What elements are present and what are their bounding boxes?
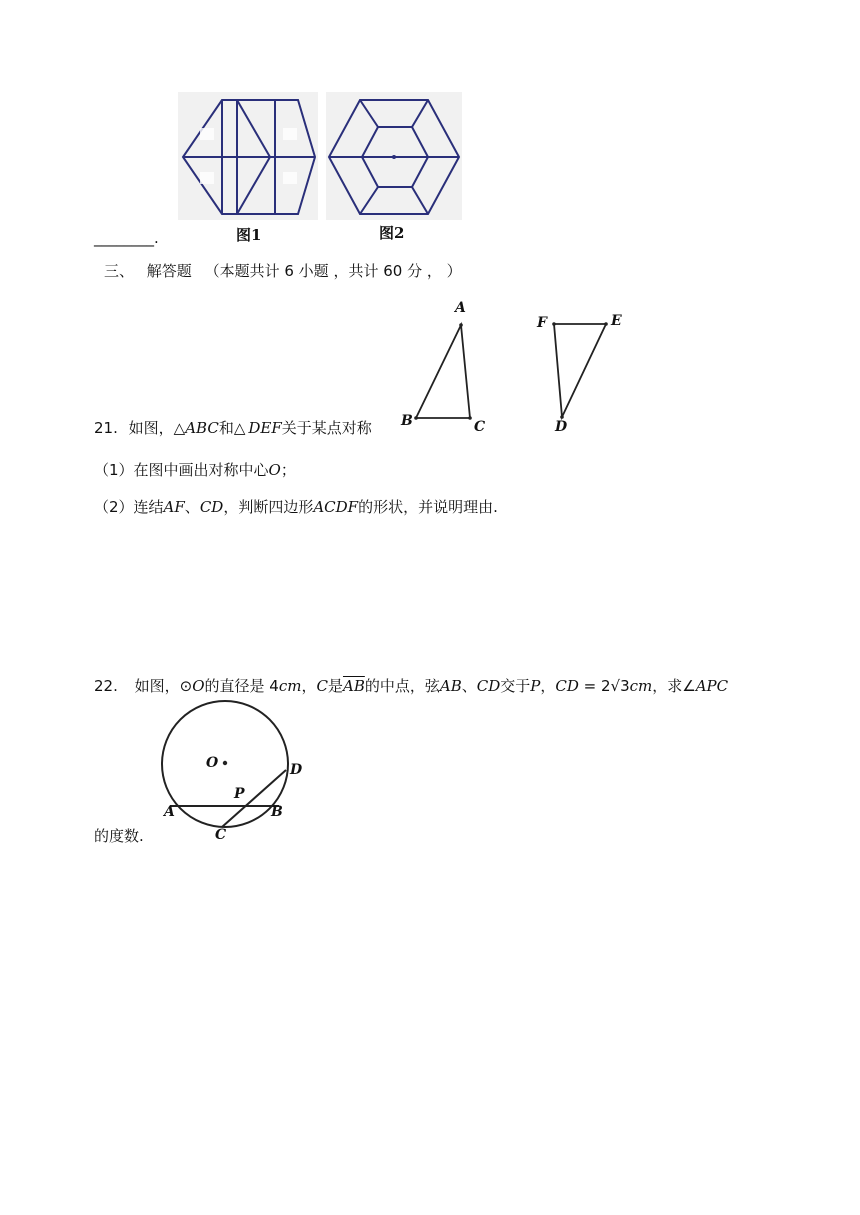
q21-part1-text: （1）在图中画出对称中心 (94, 461, 269, 479)
q22-point-c-label: C (215, 827, 227, 843)
q22-point-p: P (530, 677, 541, 695)
q22-point-p-label: P (234, 786, 245, 802)
q21-point-c-label: C (474, 419, 486, 435)
q21-point-f-label: F (537, 315, 547, 331)
q22-stem-text: 的直径是 4 (204, 677, 279, 695)
q22-point-a-label: A (164, 804, 175, 820)
q21-number: 21. (94, 419, 118, 437)
q21-stem-text: 关于某点对称 (281, 419, 372, 437)
q21-point-d-label: D (555, 419, 568, 435)
q22-point-d-label: D (290, 762, 303, 778)
q21-point-e-label: E (611, 313, 622, 329)
q21-part2-text: 的形状，并说明理由. (358, 498, 498, 516)
q22-stem-text: ， (301, 677, 317, 695)
q21-stem-text: 如图，△ (128, 419, 186, 437)
q22-unit: cm (278, 677, 302, 695)
q21-quadrilateral-acdf: ACDF (313, 498, 359, 516)
q22-stem-end: 的度数. (94, 827, 144, 845)
q21-triangle-def: DEF (248, 419, 282, 437)
answer-blank: ________. (94, 229, 159, 247)
figure-2-label: 图2 (379, 224, 405, 242)
q22-length-value: = 2√3 (578, 677, 630, 695)
q22-unit: cm (629, 677, 653, 695)
q21-part2-text: （2）连结 (94, 498, 164, 516)
q22-stem-text: 如图，⊙ (134, 677, 193, 695)
section-title: 解答题 (146, 262, 192, 280)
q22-chord-cd: CD (476, 677, 501, 695)
q21-part2-text: 、 (184, 498, 200, 516)
q22-stem-text: 交于 (500, 677, 531, 695)
q21-center-o: O (268, 461, 281, 479)
q21-point-a-label: A (455, 300, 466, 316)
q22-point-c: C (316, 677, 328, 695)
q21-triangle-abc: ABC (185, 419, 219, 437)
q21-segment-cd: CD (199, 498, 224, 516)
q22-circle-o: O (192, 677, 205, 695)
q21-segment-af: AF (163, 498, 185, 516)
q21-point-b-label: B (401, 413, 413, 429)
q22-angle-apc: APC (695, 677, 729, 695)
q22-stem-text: 、 (461, 677, 477, 695)
section-number: 三、 (104, 262, 135, 280)
q22-stem-text: 是 (327, 677, 343, 695)
q21-part2-text: ，判断四边形 (223, 498, 314, 516)
q22-point-o-label: O (206, 755, 219, 771)
q21-part1-text: ； (280, 461, 296, 479)
q22-number: 22. (94, 677, 118, 695)
q21-stem-text: 和△ (218, 419, 246, 437)
q22-stem-text: ，求∠ (652, 677, 696, 695)
q22-chord-cd: CD (555, 677, 579, 695)
q22-point-b-label: B (271, 804, 283, 820)
q22-stem-text: ， (540, 677, 556, 695)
q22-arc-ab: $\overline{AB}$ (342, 677, 365, 695)
figure-1-label: 图1 (236, 226, 262, 244)
q22-stem-text: 的中点，弦 (364, 677, 440, 695)
q22-chord-ab: AB (439, 677, 462, 695)
section-note: （本题共计 6 小题 ，共计 60 分 ， ） (204, 262, 462, 280)
